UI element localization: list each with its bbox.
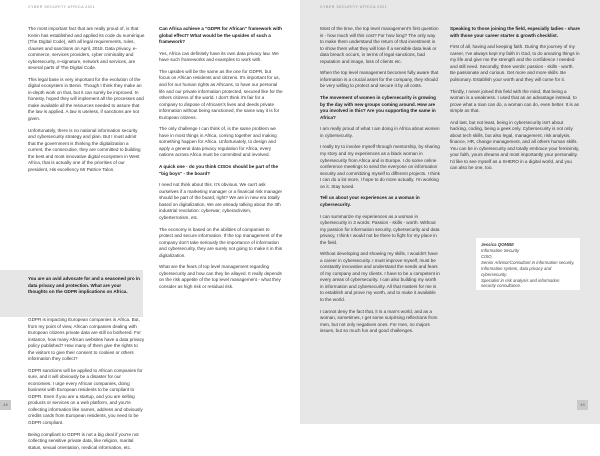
running-head-right: CYBER SECURITY AFRICA 2021: [320, 5, 388, 9]
paragraph: Without developing and showing my skills, I wouldn't have a career in cybersecurity. I must improve myself, must be constantly innovative and understand the needs and fears of my company and my clients. I have to be a competent in every areas of cybersecurity. I can also building my worth in information and cybersecurity. All that matters for me is to establish and prove my worth, and to make it available to the world.: [320, 251, 440, 302]
paragraph: Thirdly, I never joined this field with the mind, that being a woman is a weakness. I used that as an advantage instead, to prove what a man can do, a woman can do, even better. It is as simple as that.: [450, 88, 579, 114]
question: Tell us about your experiences as a woman in cybersecurity.: [320, 195, 420, 207]
author-title: CISO,: [481, 253, 493, 259]
author-title: Specialist in risk analysis and information security consultance.: [481, 277, 560, 289]
paragraph: The economy is based on the abilities of companies to protect and secure information. If the top management of the company don't take seriously the importance of information and cybersecurity, they are surely not going to make it in this digitalization.: [159, 226, 283, 258]
page-number-right: 49: [577, 400, 588, 410]
question: The movement of women in cybersecurity is growing by the day with new groups coming around. How are you involved in this? Are you supporting the same in Africa?: [320, 95, 436, 120]
paragraph: GDPR sanctions will be applied to African companies for sure, and it will obviously be a disaster for our economies. I urge every African companies, doing business with European residents to be compliant to GDPR. Even if you are a startup, and you are selling products or services on a web platform, and you're collecting information like names, address and obviously credits cards from European residents, you need to be GDPR compliant.: [28, 367, 143, 425]
paragraph: The upsides will be the same as the one for GDPR, but focus on African residents and citizens. It's important for us, and for our human rights as Africans, to have our personal life and our private information protected, secured like for the others citizens of the world. I don't think it's fair for a company to dispose of Africans's lives and deeds private information without being sanctioned, the same way it is for European citizens.: [159, 68, 283, 120]
paragraph: Unfortunately, there is no national information security and cybersecurity strategy and plan. But I must admit that the government is thinking the digitalization a current, the consecutive, they are committed to building the best and most innovative digital ecosystem in West Africa, that is actually one of the priorities of our president, His excellency Mr Patrice Talon.: [28, 127, 141, 172]
author-title: Senior Advisor/Consultant in information security,: [481, 259, 575, 265]
left-column-1-answer: [28, 317, 145, 456]
running-head-left: CYBER SECURITY AFRICA 2021: [28, 5, 96, 9]
paragraph: I can summarize my experiences as a woman in cybersecurity in 3 words: Passion - skills - worth. Without my passion for information security, cybersecurity and data privacy, I think I would not be there to fight for my place in the field.: [320, 213, 440, 245]
paragraph: Most of the time, the top level management's first question is - how much will this cost? For how long? The only way to make them understand the return of that investment is to show them what they will lose if a sensible data leak or data breach occurs, in terms of legal sanctions, bad reputation and image, loss of clients etc.: [320, 26, 439, 64]
right-column-1: [320, 26, 440, 340]
left-column-2: [159, 26, 283, 296]
paragraph: This legal base is very important for the evolution of the digital ecosystem in Benin. Though I think they make an in-depth work on that, but it can surely be improved. In honesty, hoped they will implement all the processes and make available all the resources needed to assure that the law is applied. A law is useless, if sanctions are not given.: [28, 76, 144, 121]
paragraph: And last, but not least, being in cybersecurity isn't about hacking, coding, being a geek only. Cybersecurity is not only about tech skills, but also legal, management, risk analysis, finance, HR, change management, and all others human skills. You can be in cybersecurity and totally embrace your femininity, your faith, yours dreams and most importantly your personality. I'd like to see myself as a SHERO in a digital world, and you can also be one, too.: [450, 119, 580, 171]
question: A quick one - do you think CISOs should be part of the "big boys" - the board?: [159, 164, 279, 176]
author-title: Information Security: [481, 247, 520, 253]
right-page: [300, 0, 600, 424]
paragraph: When the top level management becomes fully aware that information is a crucial asset for the company, they should be very willing to protect and secure it by all costs.: [320, 70, 439, 89]
paragraph: I am really proud of what I am doing in Africa about women in cybersecurity.: [320, 126, 440, 138]
right-column-2: [450, 26, 580, 177]
question: Can Africa achieve a "GDPR for African" framework with global effect? What would be the upsides of such a framework?: [159, 26, 282, 45]
paragraph: First of all, having and keeping faith. During the journey of my career, I've always kept my faith in God, to do amazing things in my life and give me the strength and the confidence I needed and still need. Secondly, three words: passion - skills - worth. Be passionate and curious. Get more and more skills. Be pulsionary. Establish your worth and they will come for it.: [450, 44, 580, 82]
paragraph: What are the fears of top level management regarding cybersecurity and how can they be allayed. It really depends on the risk appetite of the top level management - what they consider as high risk or residual risk.: [159, 264, 282, 289]
paragraph: The most important fact that are really proud of, is that Kenin has established and applied its code du numérique (The Digital Code), with all legal requirements, rules, clauses and sanctions on April, 2018. Data privacy, e-commerce, services providers, cyber criminality and cybersecurity, e-signature, network and services, are several parts of The Digital Code.: [28, 26, 145, 71]
page-number-left: 48: [0, 400, 11, 410]
paragraph: Being compliant to GDPR is not a big deal if you're not collecting sensitive private data, like religion, marital status, sexual orientation, medical information, etc.: [28, 431, 139, 450]
left-column-1: [28, 26, 145, 178]
author-name: Jessica QOMBE: [481, 242, 514, 247]
paragraph: I cannot deny the fact that, it is a man's world, and as a woman, sometimes, I get some surprising reflections from men, but not only negatives ones. For men, no majors issues, but so much fun and good challenges.: [320, 308, 438, 334]
question: Speaking to those joining the field, especially ladies - share with those your career starter & growth checklist.: [450, 26, 580, 38]
paragraph: I really try to involve myself through mentorship, by sharing my story and my experiences as a black woman in cybersecurity from Africa and in Europe. I do some online conference meetings to send the everyone on information security and commitizing myself to different projects. I think I can do a lot more, I hope to do more actually. I'm working on it. Stay tuned.: [320, 144, 440, 189]
left-page: [0, 0, 300, 450]
author-bio-box: [476, 238, 580, 290]
paragraph: GDPR is impacting European companies in Africa. But, from my point of view, African companies dealing with European citizens private data are still no bothered. For instance, how many African websites have a data privacy policy published? How many of them give the rights to the visitors to give their consent to cookies or others information they collect?: [28, 317, 145, 362]
paragraph: The only challenge I can think of, is the same problem we have in most things in Africa, coming together and making something happen for Africa. Unfortunately, to design and apply a general data privacy regulation for Africa, every nations across Africa must be committed and involved.: [159, 126, 277, 158]
paragraph: I need not think about this. It's obvious. We can't ask ourselves if a marketing manager or a financial risk manager should be part of the board, right? We are in new era totally based on digitalization. We are already talking about the 4th industrial revolution: cyberwar, cyberactivism, cyberterrorism, etc.: [159, 182, 283, 220]
gdpr-question: You are an avid advocate for and a seasoned pro in data privacy and protection. What are your thoughts on the GDPR implications on Africa.: [28, 276, 140, 295]
paragraph: Yes, Africa can definitely have its own data privacy law. We have such frameworks and examples to work with.: [159, 50, 279, 63]
author-title: Information system, data privacy and cybersecurity.: [481, 265, 552, 277]
